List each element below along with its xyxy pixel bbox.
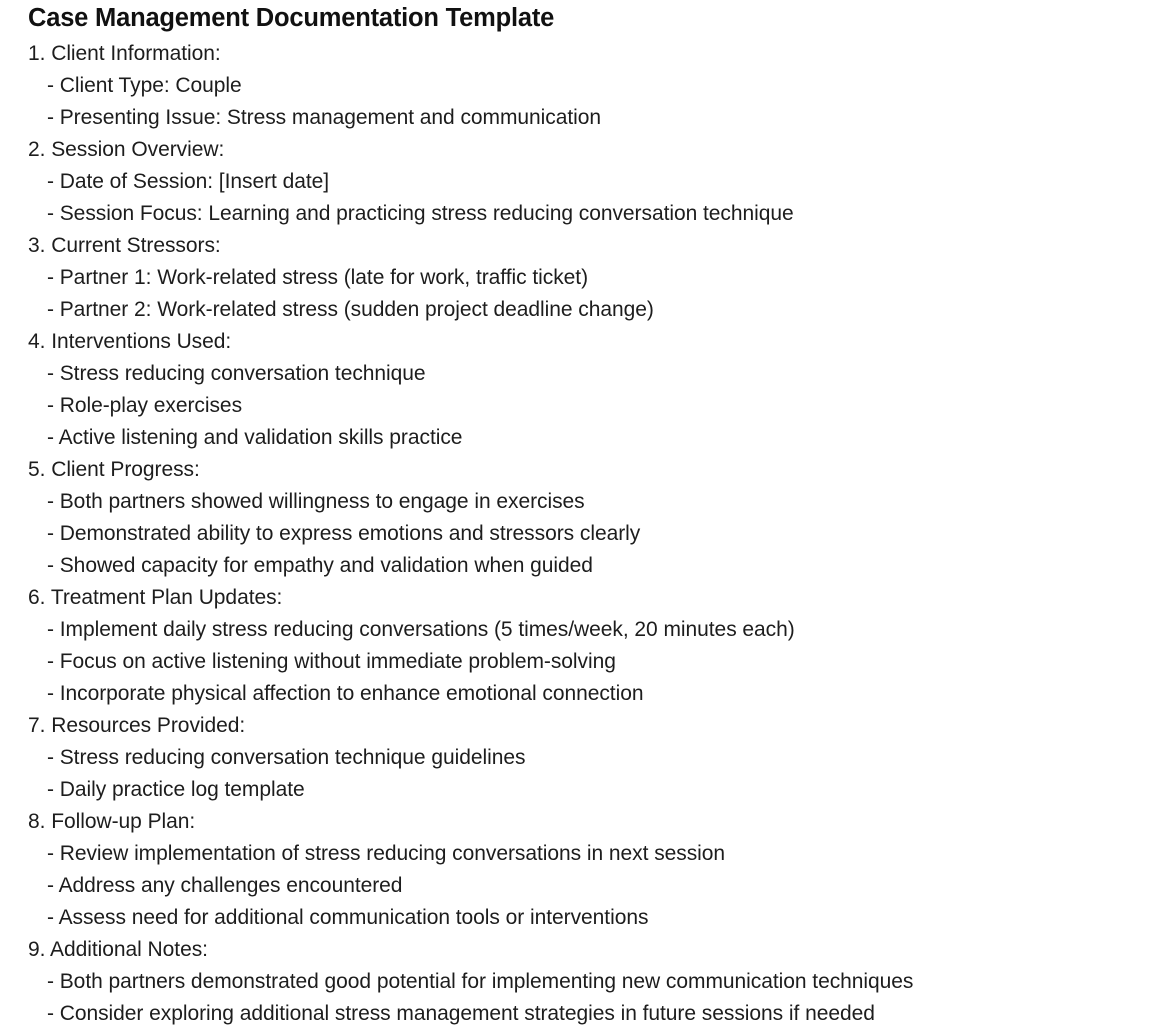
outline-sub-item: - Both partners demonstrated good potential for implementing new communication techniques	[47, 970, 914, 993]
document-outline	[0, 38, 1154, 1030]
outline-sub-item: - Assess need for additional communication tools or interventions	[47, 906, 649, 929]
outline-sub-item: - Review implementation of stress reducing conversations in next session	[47, 842, 726, 865]
outline-sub-item: - Stress reducing conversation technique guidelines	[47, 746, 526, 769]
outline-sub-item: - Showed capacity for empathy and validation when guided	[47, 554, 593, 577]
outline-sub-item: - Demonstrated ability to express emotions and stressors clearly	[47, 522, 641, 545]
outline-sub-item: - Partner 2: Work-related stress (sudden project deadline change)	[47, 298, 654, 321]
outline-sub-item: - Incorporate physical affection to enhance emotional connection	[47, 682, 644, 705]
outline-sub-item: - Active listening and validation skills practice	[47, 426, 463, 449]
outline-sub-item: - Client Type: Couple	[47, 74, 242, 97]
outline-section-heading: 8. Follow-up Plan:	[28, 810, 196, 833]
outline-sub-item: - Both partners showed willingness to engage in exercises	[47, 490, 585, 513]
outline-sub-item: - Role-play exercises	[47, 394, 243, 417]
outline-section-heading: 1. Client Information:	[28, 42, 221, 65]
outline-section-heading: 9. Additional Notes:	[28, 938, 208, 961]
outline-section-heading: 6. Treatment Plan Updates:	[28, 586, 283, 609]
outline-sub-item: - Presenting Issue: Stress management and communication	[47, 106, 602, 129]
page-title: Case Management Documentation Template	[28, 4, 555, 32]
outline-sub-item: - Session Focus: Learning and practicing stress reducing conversation technique	[47, 202, 794, 225]
outline-section-heading: 5. Client Progress:	[28, 458, 200, 481]
outline-sub-item: - Focus on active listening without immediate problem-solving	[47, 650, 616, 673]
outline-sub-item: - Stress reducing conversation technique	[47, 362, 426, 385]
outline-sub-item: - Implement daily stress reducing conversations (5 times/week, 20 minutes each)	[47, 618, 795, 641]
outline-sub-item: - Address any challenges encountered	[47, 874, 403, 897]
outline-section-heading: 3. Current Stressors:	[28, 234, 221, 257]
outline-sub-item: - Date of Session: [Insert date]	[47, 170, 330, 193]
outline-sub-item: - Consider exploring additional stress management strategies in future sessions if needed	[47, 1002, 875, 1025]
outline-sub-item: - Partner 1: Work-related stress (late for work, traffic ticket)	[47, 266, 589, 289]
outline-section-heading: 7. Resources Provided:	[28, 714, 246, 737]
outline-section-heading: 4. Interventions Used:	[28, 330, 232, 353]
outline-section-heading: 2. Session Overview:	[28, 138, 225, 161]
outline-sub-item: - Daily practice log template	[47, 778, 305, 801]
